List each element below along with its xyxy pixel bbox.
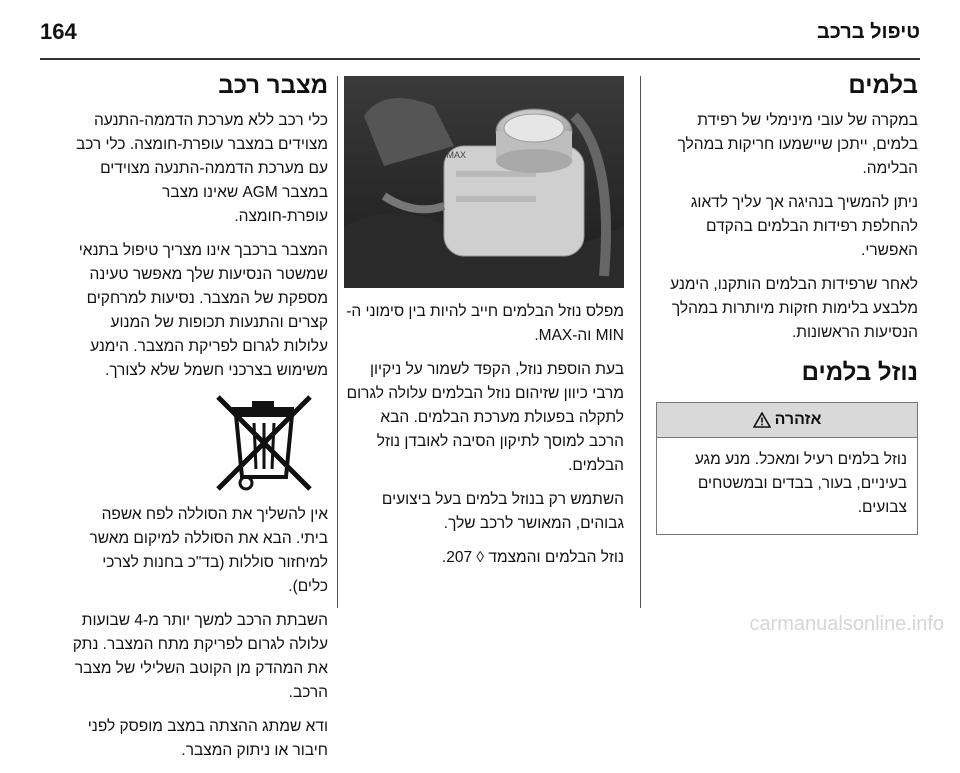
fluid-paragraph: השתמש רק בנוזל בלמים בעל ביצועים גבוהים, המאושר לרכב שלך.: [381, 491, 624, 533]
brakes-paragraph: ניתן להמשיך בנהיגה אך עליך לדאוג להחלפת רפידות הבלמים בהקדם האפשרי.: [690, 193, 918, 259]
battery-paragraph: ודא שמתג ההצתה במצב מופסק לפני חיבור או ניתוק המצבר.: [87, 718, 328, 760]
battery-paragraph: כלי רכב ללא מערכת הדממה-התנעה מצוידים במצבר עופרת-חומצה. כלי רכב עם מערכת הדממה-התנעה מצוידים במצבר AGM שאינו מצבר עופרת-חומצה.: [75, 111, 328, 225]
warning-title: אזהרה: [774, 410, 822, 428]
battery-paragraph: המצבר ברכבך אינו מצריך טיפול בתנאי שמשטר הנסיעות שלך מאפשר טעינה מספקת של המצבר. נסיעות למרחקים קצרים והתנעות תכופות של המנוע עלולות לגרום לפריקת המצבר. הימנע משימוש בצרכני חשמל שלא לצורך.: [78, 241, 328, 379]
fluid-paragraph: מפלס נוזל הבלמים חייב להיות בין סימוני ה-MIN וה-MAX.: [346, 303, 624, 345]
column-divider: [337, 76, 338, 608]
fluid-reference: נוזל הבלמים והמצמד ◊ 207.: [441, 549, 624, 567]
brakes-paragraph: לאחר שרפידות הבלמים הותקנו, הימנע מלבצע בלימות חזקות מיותרות במהלך הנסיעות הראשונות.: [670, 275, 918, 341]
page-number: 164: [40, 19, 77, 44]
brakes-column: [656, 72, 918, 535]
header-rule: [40, 58, 920, 60]
max-mark-label: MAX: [446, 150, 466, 160]
watermark: carmanualsonline.info: [749, 613, 944, 635]
battery-paragraph: אין להשליך את הסוללה לפח אשפה ביתי. הבא את הסוללה למיקום מאשר למיחזור סוללות (בד"כ בחנות לצרכי כלים).: [89, 505, 328, 596]
warning-box: [656, 402, 918, 535]
brake-fluid-column: [344, 76, 624, 580]
brakes-paragraph: במקרה של עובי מינימלי של רפידת בלמים, ייתכן שיישמעו חריקות במהלך הבלימה.: [677, 111, 918, 177]
brakes-heading: בלמים: [848, 72, 918, 99]
battery-heading: מצבר רכב: [218, 72, 328, 99]
brake-fluid-heading: נוזל בלמים: [801, 358, 918, 386]
brake-fluid-reservoir-photo: [344, 76, 624, 288]
section-title: טיפול ברכב: [816, 20, 920, 43]
warning-header: [657, 403, 917, 438]
crossed-out-wheelie-bin-icon: [198, 393, 328, 493]
page-header: [40, 12, 920, 52]
battery-paragraph: השבתת הרכב למשך יותר מ-4 שבועות עלולה לגרום לפריקת מתח המצבר. נתק את המהדק מן הקוטב השלילי של מצבר הרכב.: [72, 612, 328, 702]
column-divider: [640, 76, 641, 608]
battery-column: [66, 72, 328, 773]
fluid-paragraph: בעת הוספת נוזל, הקפד לשמור על ניקיון מרבי כיוון שזיהום נוזל הבלמים עלולה לגרום לתקלה בפעולת מערכת הבלמים. הבא הרכב למוסך לתיקון הסיבה לאובדן נוזל הבלמים.: [346, 361, 624, 475]
warning-text: נוזל בלמים רעיל ומאכל. מנע מגע בעיניים, בעור, בבדים ובמשטחים צבועים.: [694, 450, 907, 516]
warning-triangle-icon: [753, 412, 771, 428]
